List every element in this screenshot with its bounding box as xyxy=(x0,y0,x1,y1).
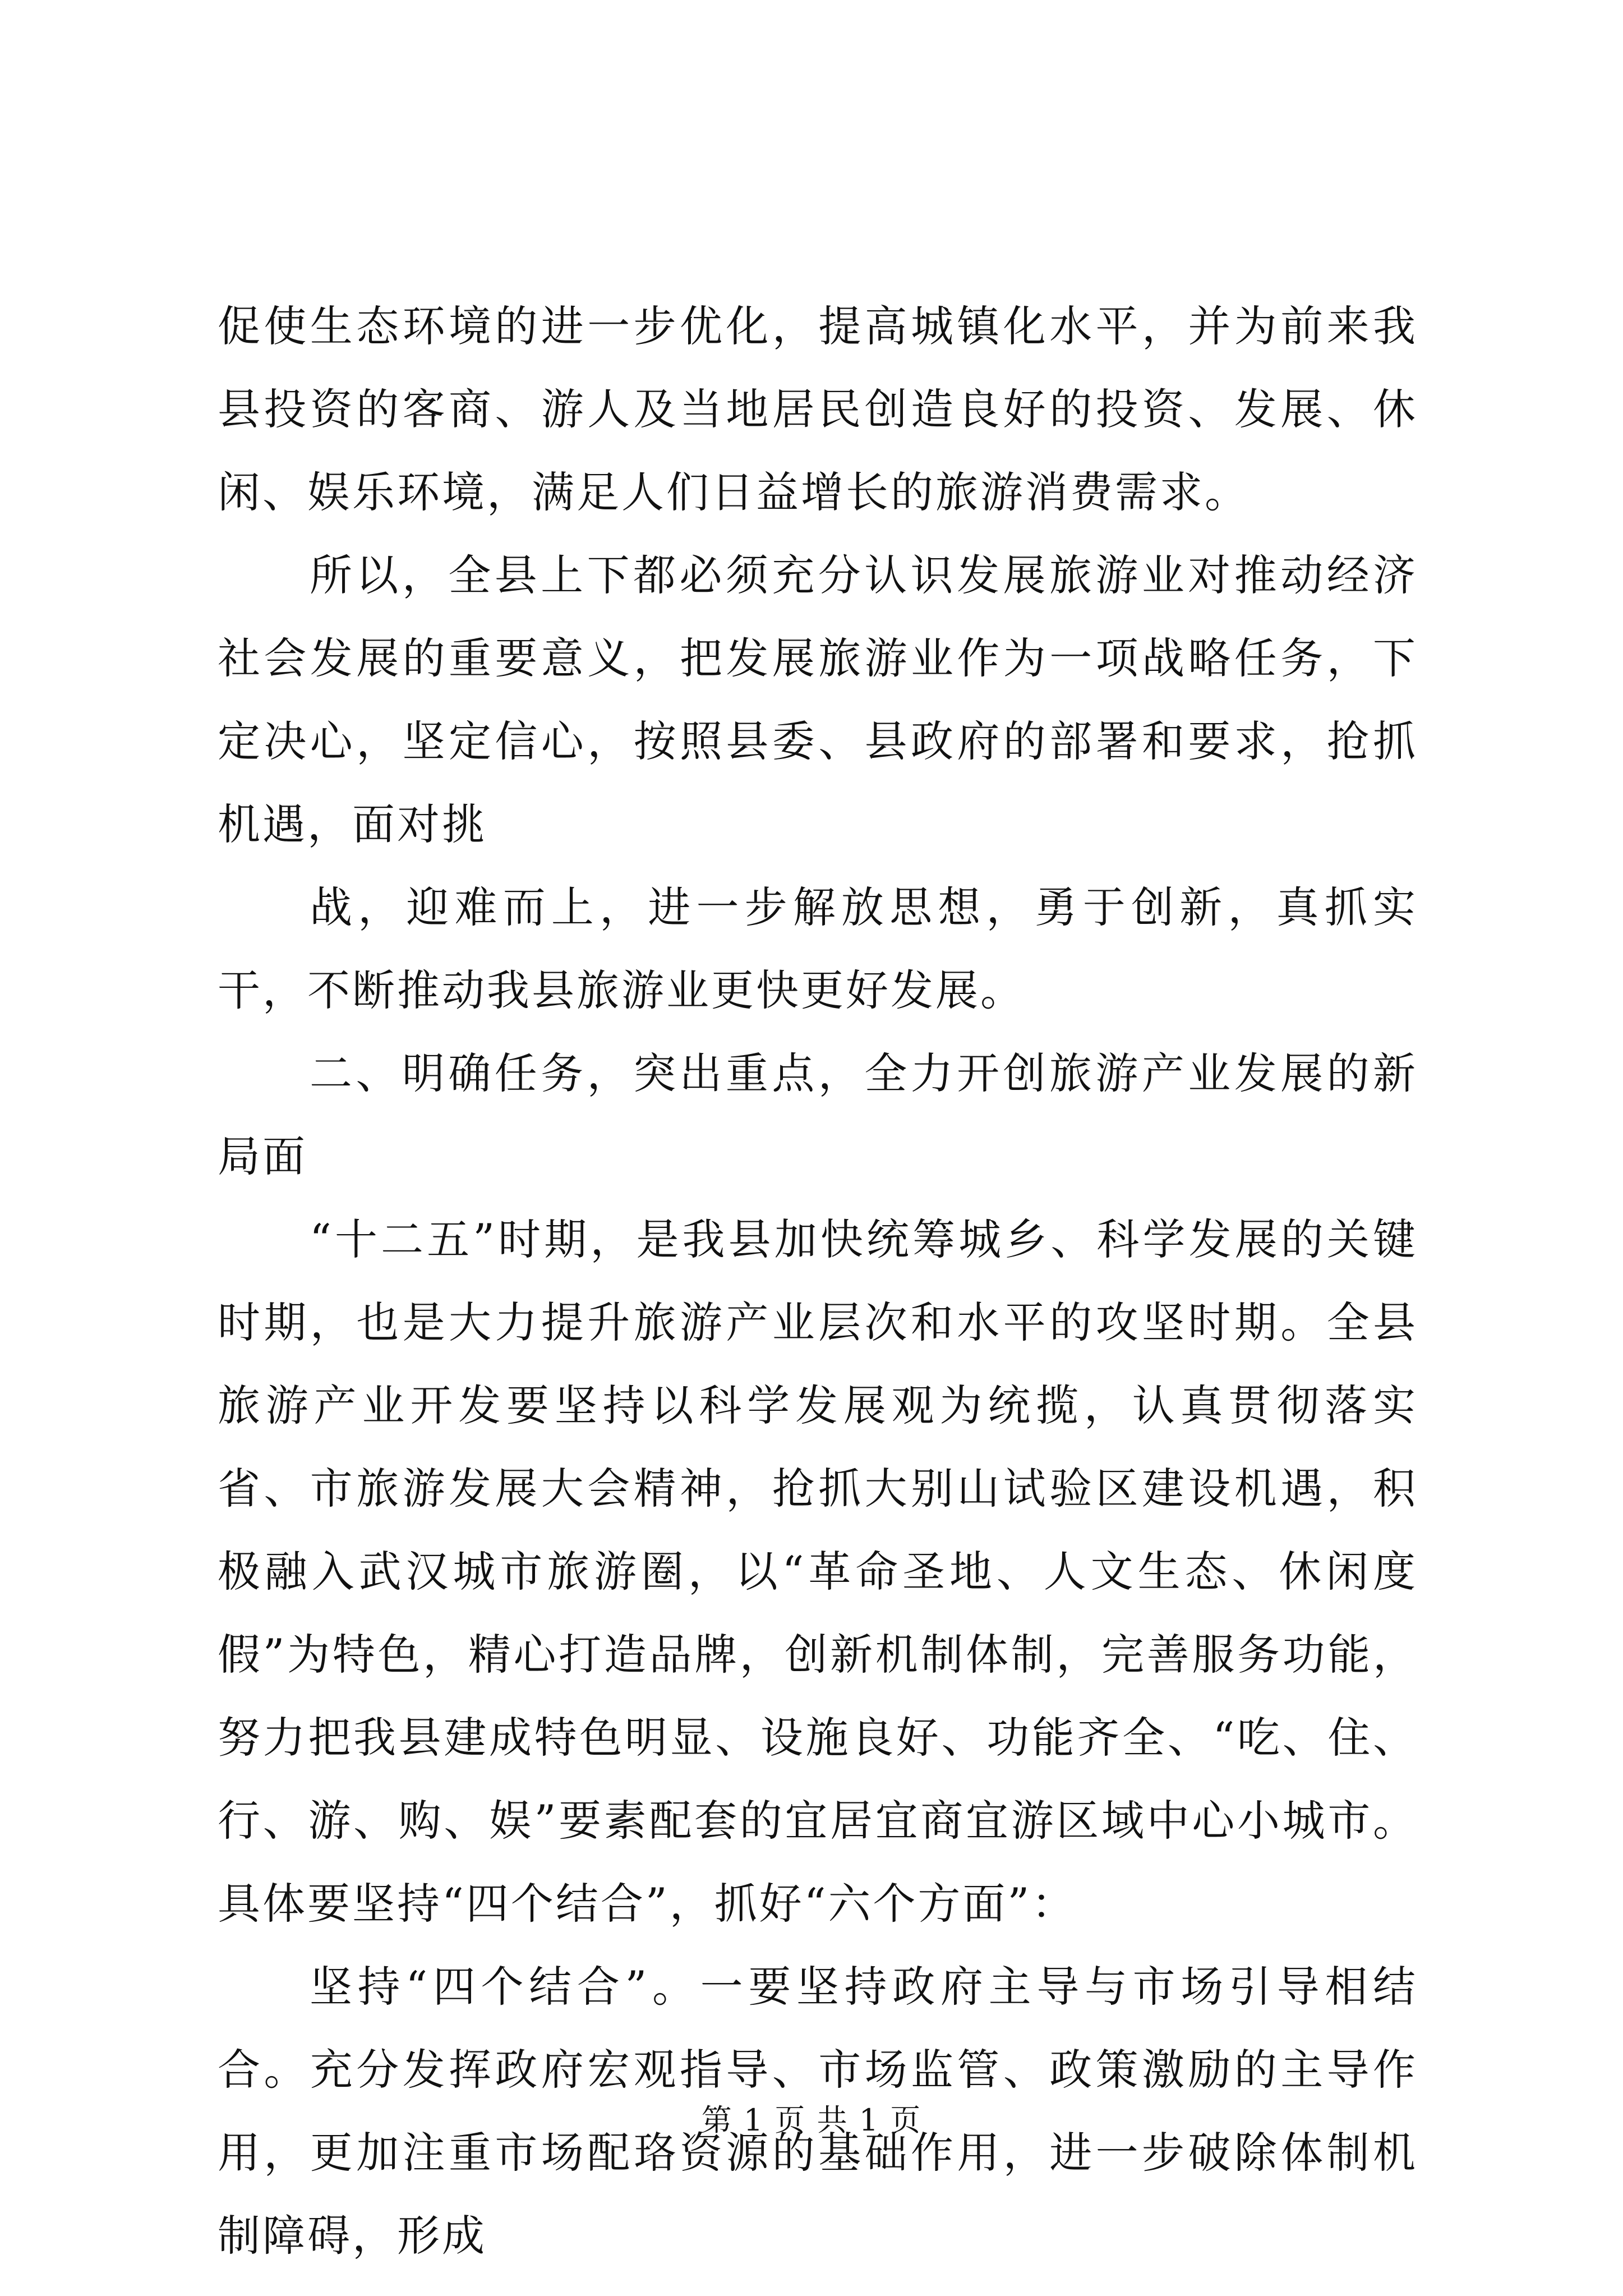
section-heading-2: 二、明确任务，突出重点，全力开创旅游产业发展的新局面 xyxy=(218,1048,1418,1181)
paragraph-6: 坚持“四个结合”。一要坚持政府主导与市场引导相结合。充分发挥政府宏观指导、市场监管、政策激励的主导作用，更加注重市场配珞资源的基础作用，进一步破除体制机制障碍，形成 xyxy=(218,1962,1418,2261)
paragraph-5: “十二五”时期，是我县加快统筹城乡、科学发展的关键时期，也是大力提升旅游产业层次和水平的攻坚时期。全县旅游产业开发要坚持以科学发展观为统揽，认真贯彻落实省、市旅游发展大会精神，抢抓大别山试验区建设机遇，积极融入武汉城市旅游圈，以“革命圣地、人文生态、休闲度假”为特色，精心打造品牌，创新机制体制，完善服务功能，努力把我县建成特色明显、设施良好、功能齐全、“吃、住、行、游、购、娱”要素配套的宜居宜商宜游区域中心小城市。具体要坚持“四个结合”，抓好“六个方面”： xyxy=(218,1214,1418,1929)
paragraph-2: 所以，全县上下都必须充分认识发展旅游业对推动经济社会发展的重要意义，把发展旅游业作为一项战略任务，下定决心，坚定信心，按照县委、县政府的部署和要求，抢抓机遇，面对挑 xyxy=(218,550,1418,849)
paragraph-1: 促使生态环境的进一步优化，提高城镇化水平，并为前来我县投资的客商、游人及当地居民创造良好的投资、发展、休闲、娱乐环境，满足人们日益增长的旅游消费需求。 xyxy=(218,301,1418,517)
paragraph-3: 战，迎难而上，进一步解放思想，勇于创新，真抓实干，不断推动我县旅游业更快更好发展。 xyxy=(218,882,1418,1015)
page-footer: 第 1 页 共 1 页 xyxy=(701,2102,922,2138)
document-body xyxy=(218,285,1418,2277)
